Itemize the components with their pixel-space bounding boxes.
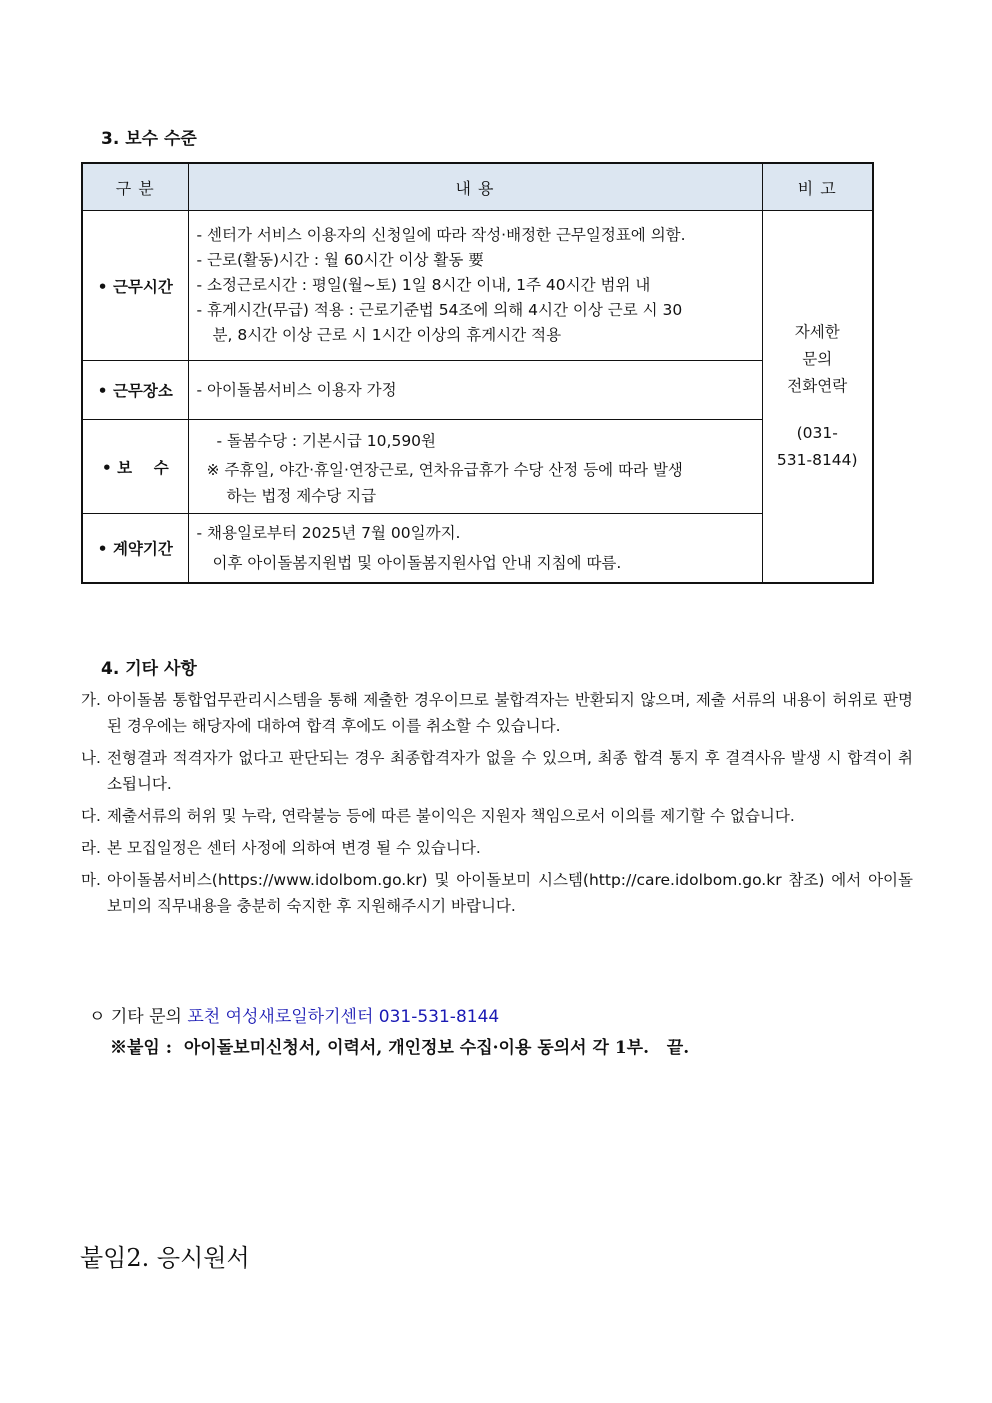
list-item [81,687,913,739]
list-item [81,803,913,829]
row-category: • 보 수 [82,420,188,514]
table-row [82,211,873,361]
contact-prefix: ㅇ 기타 문의 [89,1007,188,1027]
list-item [81,745,913,797]
pay-table [81,162,874,584]
content-line: ※ 주휴일, 야간·휴일·연장근로, 연차유급휴가 수당 산정 등에 따라 발생 [206,460,683,479]
content-line: - 돌봄수당 : 기본시급 10,590원 [216,431,437,450]
item-label: 다. [81,807,101,825]
content-line: 이후 아이돌봄지원법 및 아이돌봄지원사업 안내 지침에 따름. [212,554,622,572]
content-line: 하는 법정 제수당 지급 [226,486,377,505]
content-line: - 근로(활동)시간 : 월 60시간 이상 활동 要 [196,251,484,269]
note-line: 전화연락 [787,377,848,395]
content-line: - 센터가 서비스 이용자의 신청일에 따라 작성·배정한 근무일정표에 의함. [196,226,686,244]
attachment-note: ※붙임 : 아이돌보미신청서, 이력서, 개인정보 수집·이용 동의서 각 1부. 끝. [110,1038,690,1058]
row-category: • 근무시간 [82,211,188,361]
section3-title: 3. 보수 수준 [101,129,197,149]
row-content [188,361,762,420]
contact-org: 포천 여성새로일하기센터 031-531-8144 [187,1007,500,1027]
item-text: 아이돌봄 통합업무관리시스템을 통해 제출한 경우이므로 불합격자는 반환되지 않으며, 제출 서류의 내용이 허위로 판명된 경우에는 해당자에 대하여 합격 후에도 이를 취소할 수 있습니다. [107,691,913,735]
item-text: 아이돌봄서비스(https://www.idolbom.go.kr) 및 아이돌보미 시스템(http://care.idolbom.go.kr 참조) 에서 아이돌보미의 직무내용을 충분히 숙지한 후 지원해주시기 바랍니다. [107,871,913,915]
list-item [81,867,913,919]
content-line: - 채용일로부터 2025년 7월 00일까지. [196,524,461,542]
item-label: 라. [81,839,101,857]
note-line: 531-8144) [776,451,858,469]
section4-title: 4. 기타 사항 [101,659,197,679]
content-line: 분, 8시간 이상 근로 시 1시간 이상의 휴게시간 적용 [212,326,562,344]
header-note: 비 고 [762,163,873,211]
table-row [82,420,873,514]
note-line: 자세한 [794,323,840,341]
item-text: 전형결과 적격자가 없다고 판단되는 경우 최종합격자가 없을 수 있으며, 최종 합격 통지 후 결격사유 발생 시 합격이 취소됩니다. [107,749,913,793]
row-content [188,420,762,514]
note-line: 문의 [802,350,833,368]
content-line: - 아이돌봄서비스 이용자 가정 [196,380,397,399]
table-header-row [82,163,873,211]
header-content: 내 용 [188,163,762,211]
content-line: - 휴게시간(무급) 적용 : 근로기준법 54조에 의해 4시간 이상 근로 시 30 [196,301,683,319]
row-category: • 근무장소 [82,361,188,420]
table-row [82,514,873,584]
item-label: 나. [81,749,101,767]
attachment2-title: 붙임2. 응시원서 [80,1244,250,1272]
header-category: 구 분 [82,163,188,211]
row-content [188,211,762,361]
contact-line [89,1002,499,1027]
item-text: 본 모집일정은 센터 사정에 의하여 변경 될 수 있습니다. [107,839,481,857]
item-text: 제출서류의 허위 및 누락, 연락불능 등에 따른 불이익은 지원자 책임으로서 이의를 제기할 수 없습니다. [107,807,795,825]
content-line: - 소정근로시간 : 평일(월~토) 1일 8시간 이내, 1주 40시간 범위 내 [196,276,651,294]
item-label: 마. [81,871,101,889]
table-row [82,361,873,420]
note-cell [762,211,873,584]
row-category: • 계약기간 [82,514,188,584]
row-content [188,514,762,584]
notice-list [81,687,913,925]
item-label: 가. [81,691,101,709]
list-item [81,835,913,861]
note-line: (031- [796,424,838,442]
